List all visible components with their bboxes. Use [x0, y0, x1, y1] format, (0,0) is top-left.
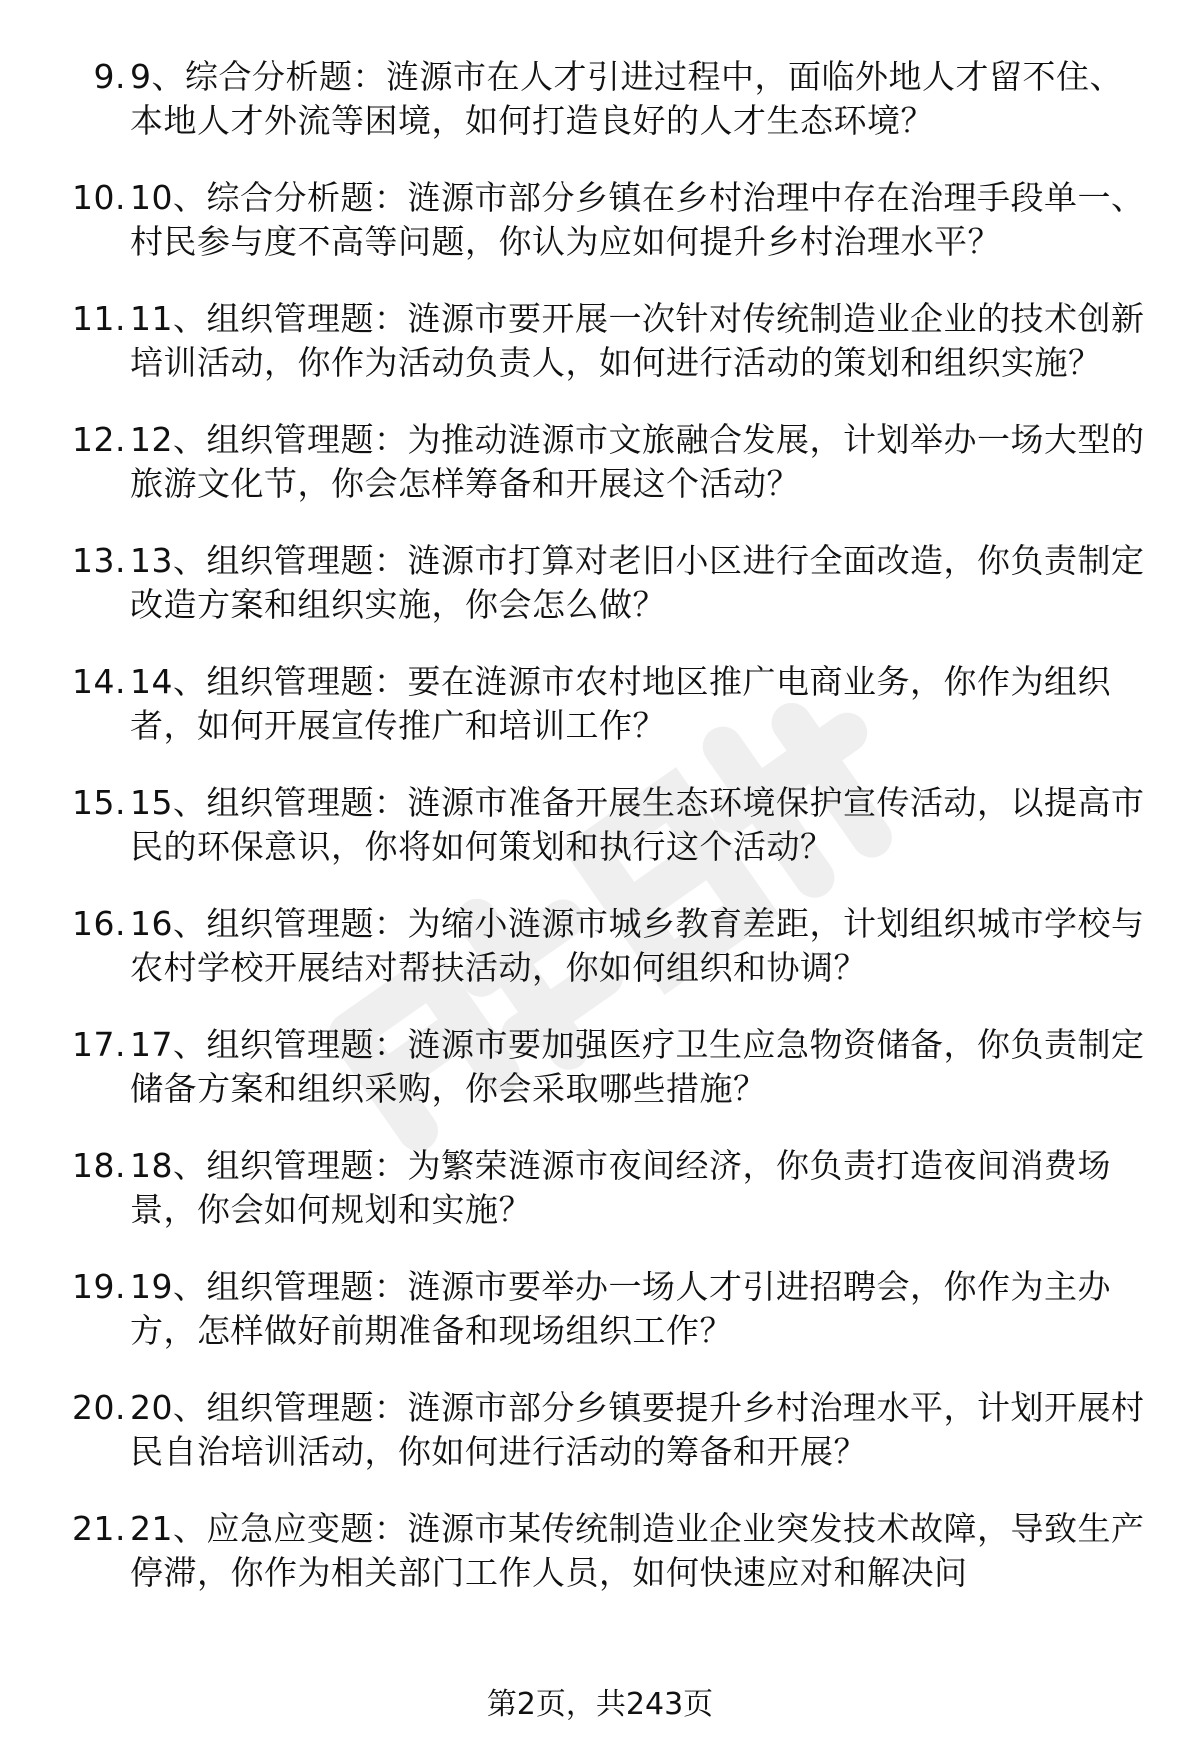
page-footer: [0, 1685, 1200, 1725]
question-item: [60, 1386, 1150, 1474]
question-number: 10.: [72, 178, 126, 217]
page-number-label: 第2页，共243页: [486, 1687, 714, 1722]
question-text: 12、组织管理题：为推动涟源市文旅融合发展，计划举办一场大型的旅游文化节，你会怎样筹备和开展这个活动？: [130, 420, 1145, 503]
question-item: [60, 418, 1150, 506]
question-number: 16.: [72, 904, 126, 943]
question-text: 13、组织管理题：涟源市打算对老旧小区进行全面改造，你负责制定改造方案和组织实施，你会怎么做？: [130, 541, 1145, 624]
question-number: 13.: [72, 541, 126, 580]
question-number: 17.: [72, 1025, 126, 1064]
question-item: [60, 1023, 1150, 1111]
question-number: 18.: [72, 1146, 126, 1185]
question-text: 21、应急应变题：涟源市某传统制造业企业突发技术故障，导致生产停滞，你作为相关部门工作人员，如何快速应对和解决问: [130, 1509, 1145, 1592]
question-number: 9.: [93, 57, 126, 96]
question-item: [60, 539, 1150, 627]
question-item: [60, 1144, 1150, 1232]
question-text: 18、组织管理题：为繁荣涟源市夜间经济，你负责打造夜间消费场景，你会如何规划和实施？: [130, 1146, 1111, 1229]
question-number: 15.: [72, 783, 126, 822]
question-text: 19、组织管理题：涟源市要举办一场人才引进招聘会，你作为主办方，怎样做好前期准备和现场组织工作？: [130, 1267, 1111, 1350]
question-text: 10、综合分析题：涟源市部分乡镇在乡村治理中存在治理手段单一、村民参与度不高等问题，你认为应如何提升乡村治理水平？: [130, 178, 1145, 261]
question-text: 9、综合分析题：涟源市在人才引进过程中，面临外地人才留不住、本地人才外流等困境，如何打造良好的人才生态环境？: [130, 57, 1123, 140]
question-text: 14、组织管理题：要在涟源市农村地区推广电商业务，你作为组织者，如何开展宣传推广和培训工作？: [130, 662, 1111, 745]
question-item: [60, 1265, 1150, 1353]
question-text: 16、组织管理题：为缩小涟源市城乡教育差距，计划组织城市学校与农村学校开展结对帮扶活动，你如何组织和协调？: [130, 904, 1145, 987]
question-list: [60, 55, 1150, 1628]
question-text: 17、组织管理题：涟源市要加强医疗卫生应急物资储备，你负责制定储备方案和组织采购，你会采取哪些措施？: [130, 1025, 1145, 1108]
question-item: [60, 176, 1150, 264]
question-item: [60, 1507, 1150, 1595]
question-item: [60, 660, 1150, 748]
question-text: 15、组织管理题：涟源市准备开展生态环境保护宣传活动，以提高市民的环保意识，你将如何策划和执行这个活动？: [130, 783, 1145, 866]
question-number: 14.: [72, 662, 126, 701]
question-number: 19.: [72, 1267, 126, 1306]
question-text: 20、组织管理题：涟源市部分乡镇要提升乡村治理水平，计划开展村民自治培训活动，你如何进行活动的筹备和开展？: [130, 1388, 1145, 1471]
question-number: 20.: [72, 1388, 126, 1427]
question-item: [60, 781, 1150, 869]
question-number: 12.: [72, 420, 126, 459]
question-item: [60, 902, 1150, 990]
question-text: 11、组织管理题：涟源市要开展一次针对传统制造业企业的技术创新培训活动，你作为活动负责人，如何进行活动的策划和组织实施？: [130, 299, 1145, 382]
question-item: [60, 297, 1150, 385]
question-item: [60, 55, 1150, 143]
question-number: 11.: [72, 299, 126, 338]
question-number: 21.: [72, 1509, 126, 1548]
